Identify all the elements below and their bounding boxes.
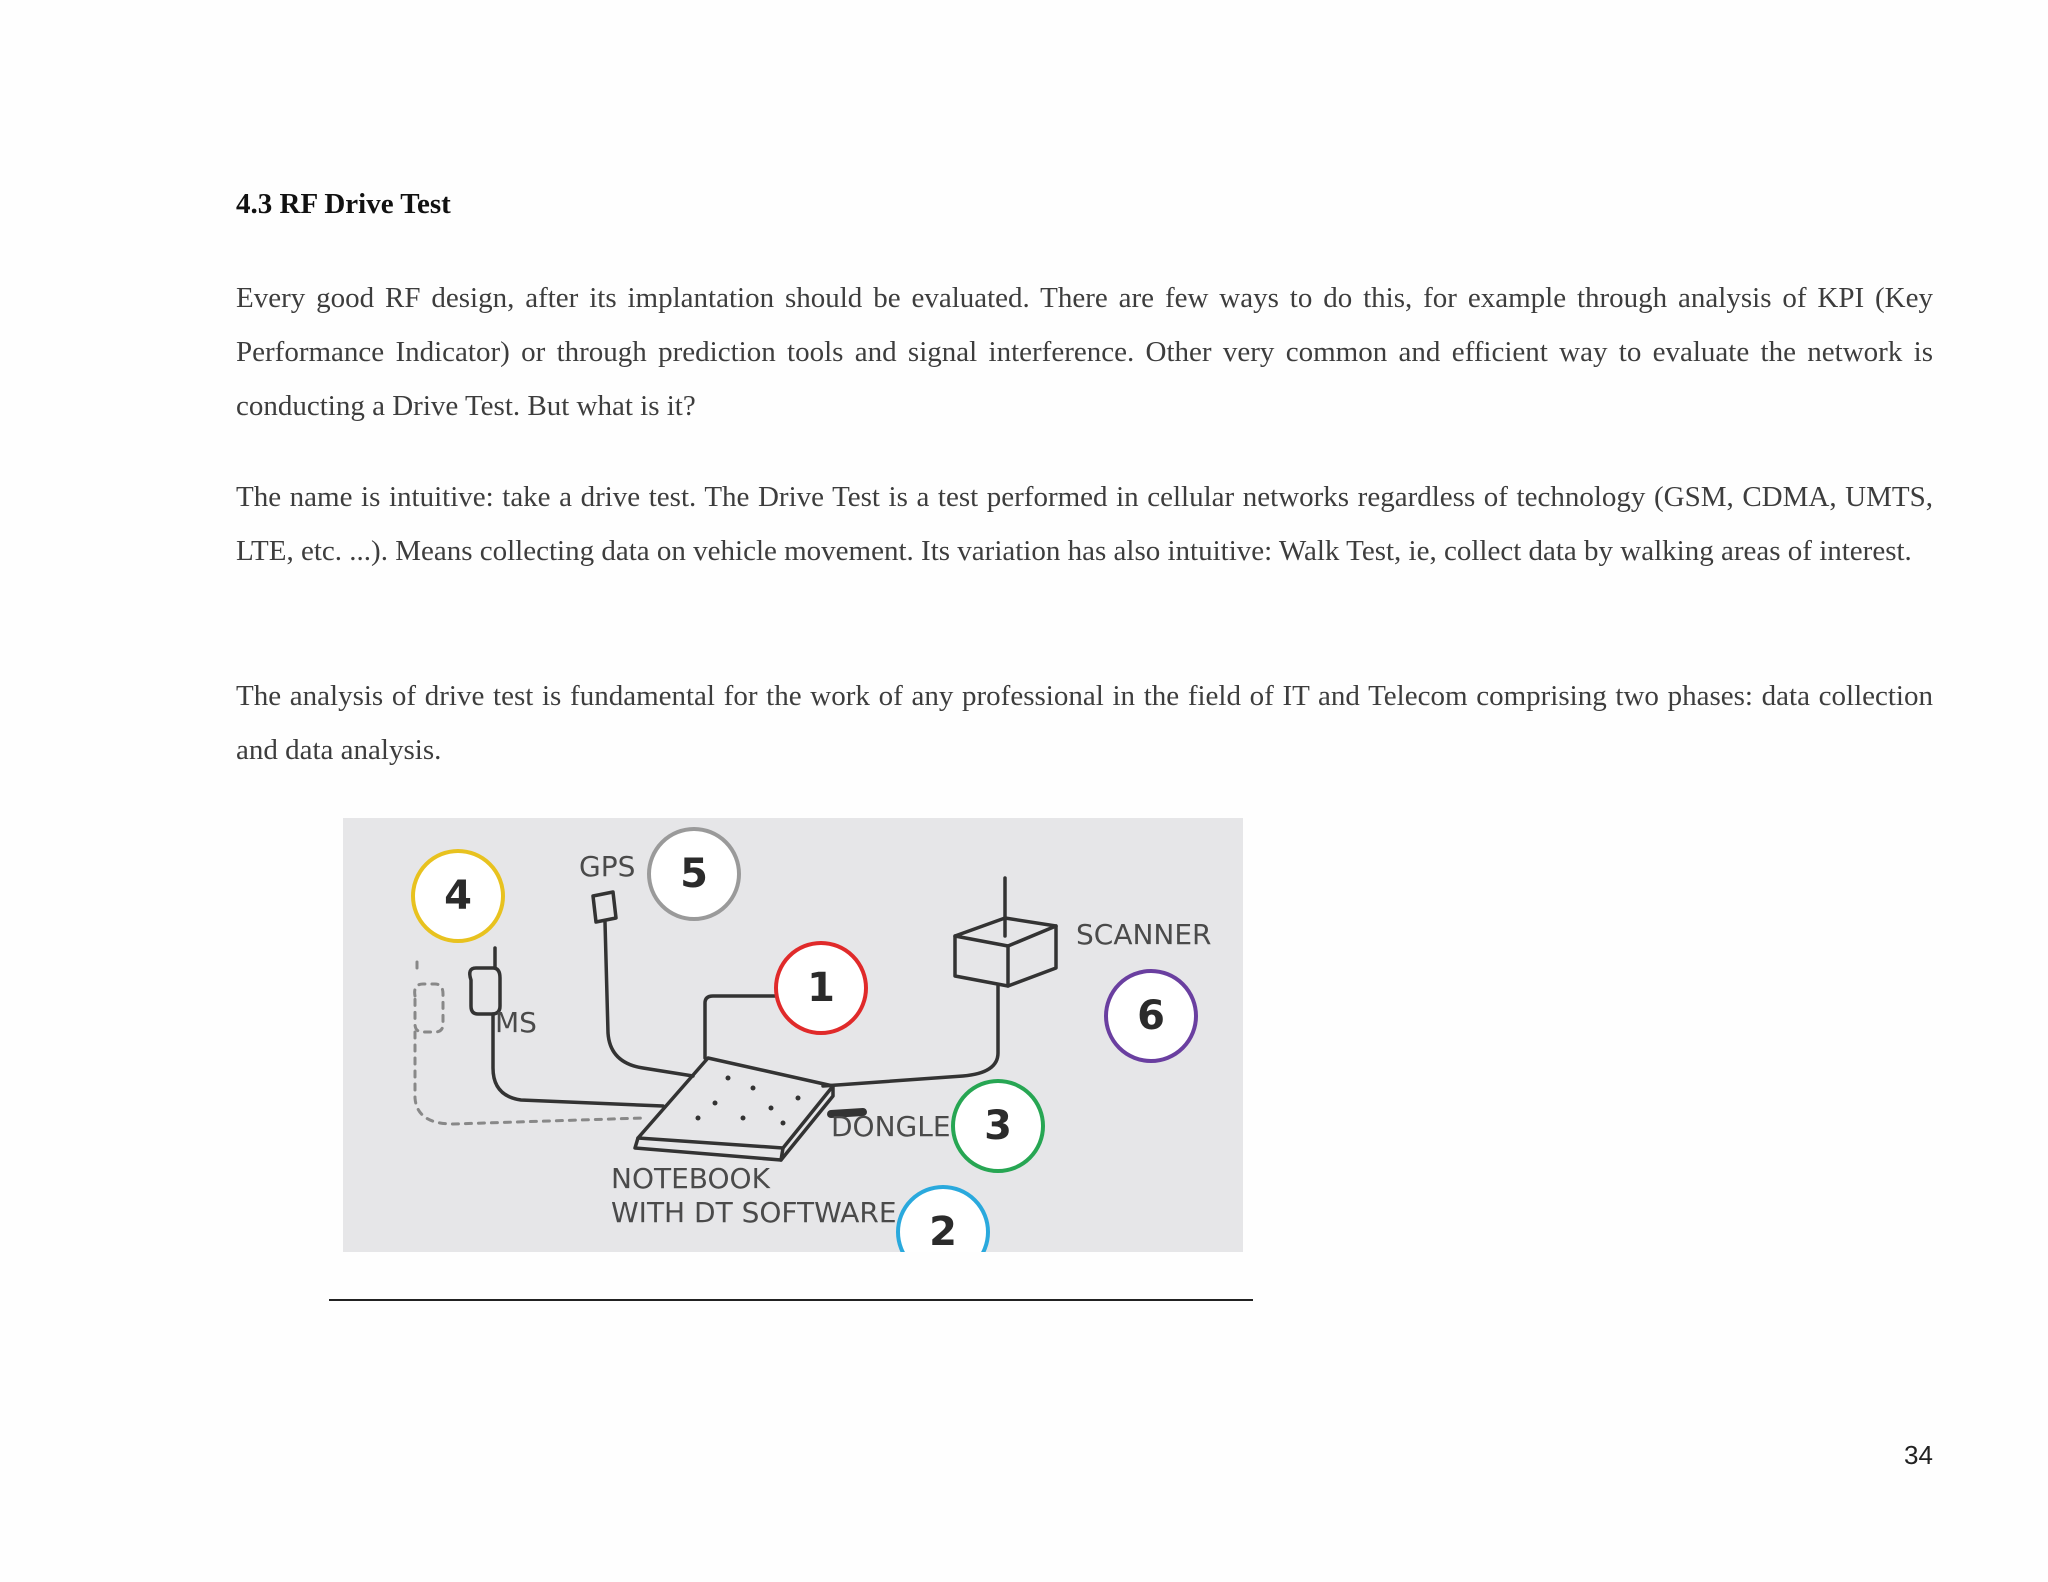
notebook-label-line2: WITH DT SOFTWARE — [611, 1196, 897, 1229]
notebook-label-line1: NOTEBOOK — [611, 1162, 770, 1195]
drive-test-diagram — [343, 818, 1243, 1252]
paragraph-2: The name is intuitive: take a drive test. The Drive Test is a test performed in cellular networks regardless of technology (GSM, CDMA, UMTS, LTE, etc. ...). Means collecting data on vehicle movement. Its variation has also intuitive: Walk Test, ie, collect data by walking areas of interest. — [236, 481, 1933, 567]
paragraph-3: The analysis of drive test is fundamental for the work of any professional in the field of IT and Telecom comprising two phases: data collection and data analysis. — [236, 680, 1933, 766]
gps-label: GPS — [579, 850, 636, 883]
marker-4 — [413, 851, 503, 941]
figure-rule — [329, 1299, 1253, 1301]
marker-1-number: 1 — [807, 965, 835, 1011]
marker-6-number: 6 — [1137, 993, 1165, 1039]
marker-2-number: 2 — [929, 1209, 957, 1252]
marker-6 — [1106, 971, 1196, 1061]
ms-label: MS — [495, 1006, 537, 1039]
section-heading: 4.3 RF Drive Test — [236, 188, 451, 220]
scanner-label: SCANNER — [1076, 918, 1212, 951]
marker-3 — [953, 1081, 1043, 1171]
gps-icon — [593, 892, 616, 922]
marker-5-number: 5 — [680, 851, 708, 897]
page-number: 34 — [1904, 1440, 1933, 1470]
marker-5 — [649, 829, 739, 919]
paragraph-1: Every good RF design, after its implantation should be evaluated. There are few ways to do this, for example through analysis of KPI (Key Performance Indicator) or through prediction tools and signal interference. Other very common and efficient way to evaluate the network is conducting a Drive Test. But what is it? — [236, 282, 1933, 422]
marker-3-number: 3 — [984, 1103, 1012, 1149]
marker-1 — [776, 943, 866, 1033]
dongle-label: DONGLE — [831, 1110, 951, 1143]
marker-4-number: 4 — [444, 873, 472, 919]
marker-2 — [898, 1187, 988, 1252]
